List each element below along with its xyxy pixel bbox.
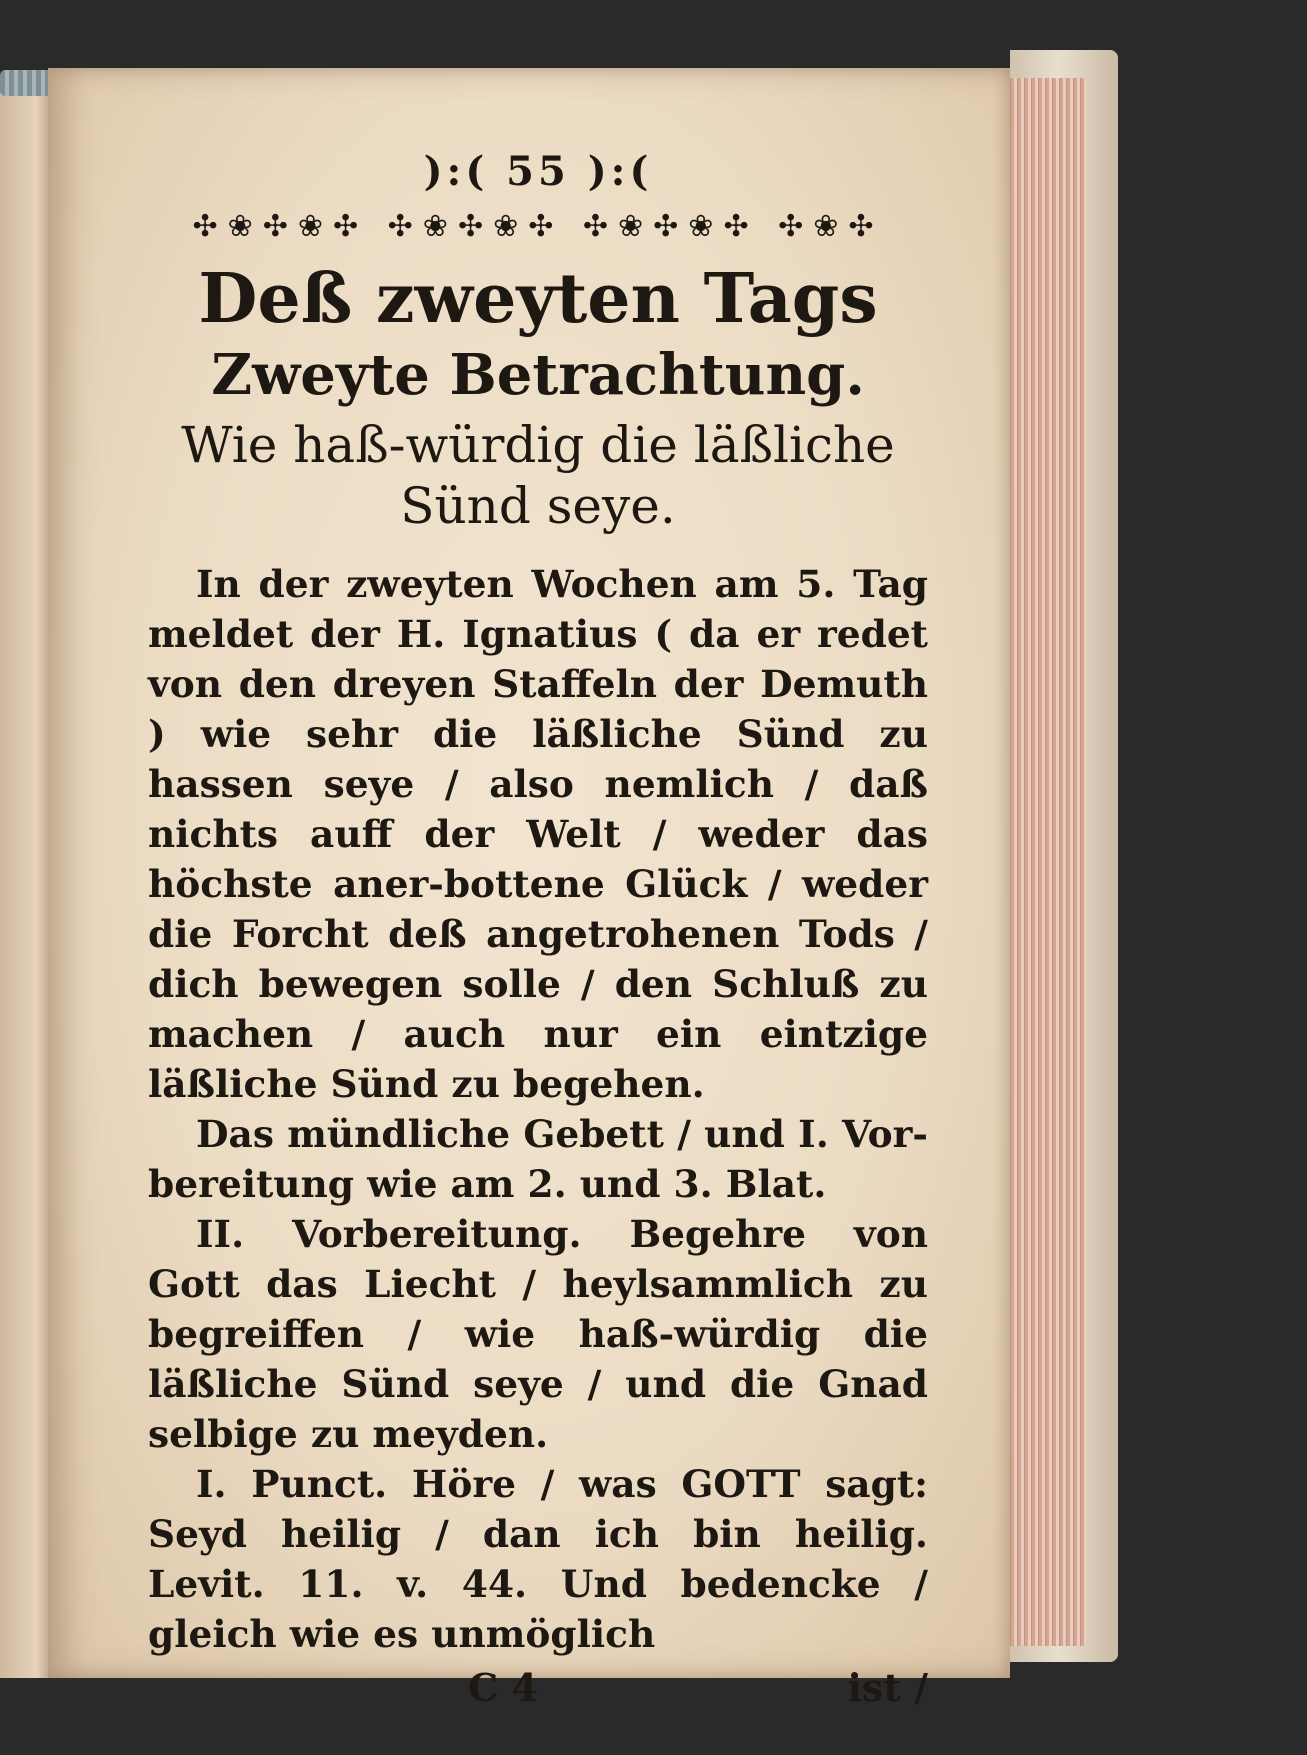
chapter-subheading: Zweyte Betrachtung.	[211, 342, 865, 409]
catchword: ist /	[847, 1665, 928, 1711]
paragraph: Das mündliche Gebett / und I. Vor-bereitung wie am 2. und 3. Blat.	[148, 1112, 928, 1207]
page-text-block	[148, 148, 928, 1715]
book	[0, 48, 1120, 1711]
page-footer	[148, 1665, 928, 1715]
paragraph: II. Vorbereitung. Begehre von Gott das Liecht / heylsammlich zu begreiffen / wie haß-würdig die läßliche Sünd seye / und die Gnad selbige zu meyden.	[148, 1212, 928, 1457]
meditation-title	[148, 415, 928, 537]
meditation-title-line: Wie haß-würdig die läßliche	[181, 416, 895, 475]
ornament-border: ✣❀✣❀✣ ✣❀✣❀✣ ✣❀✣❀✣ ✣❀✣	[192, 209, 884, 244]
book-page	[48, 68, 1010, 1711]
page-number: ):( 55 ):(	[423, 148, 653, 195]
signature-mark: C 4	[468, 1665, 538, 1711]
meditation-title-line: Sünd seye.	[400, 477, 676, 536]
paragraph: I. Punct. Höre / was GOTT sagt: Seyd heilig / dan ich bin heilig. Levit. 11. v. 44. Und bedencke / gleich wie es unmöglich	[148, 1462, 928, 1657]
chapter-heading: Deß zweyten Tags	[198, 259, 878, 339]
paragraph: In der zweyten Wochen am 5. Tag meldet der H. Ignatius ( da er redet von den dreyen Staffeln der Demuth ) wie sehr die läßliche Sünd zu hassen seye / also nemlich / daß nichts auff der Welt / weder das höchste aner-bottene Glück / weder die Forcht deß angetrohenen Tods / dich bewegen solle / den Schluß zu machen / auch nur ein eintzige läßliche Sünd zu begehen.	[148, 562, 928, 1107]
body-text	[148, 559, 928, 1659]
left-page	[0, 88, 52, 1678]
